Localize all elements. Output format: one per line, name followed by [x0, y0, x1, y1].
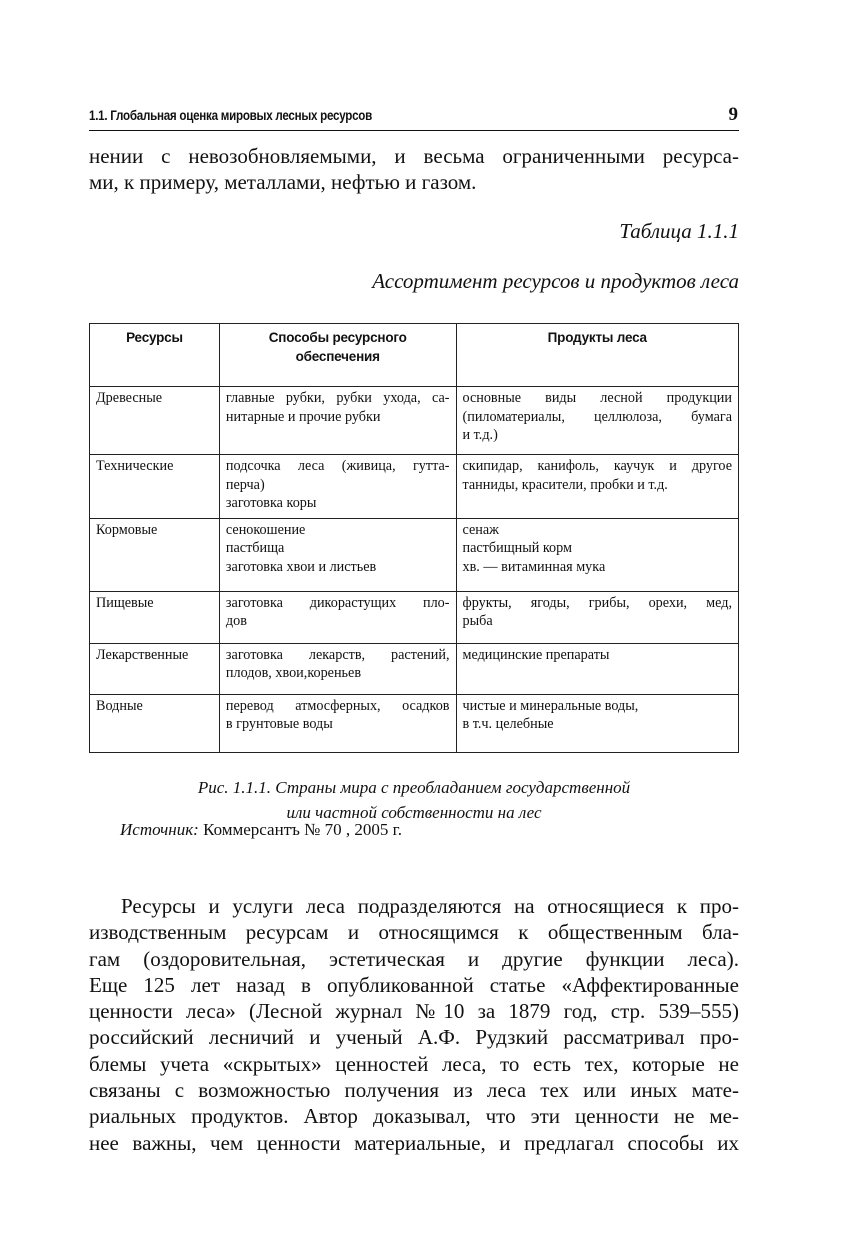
header-methods — [219, 324, 456, 387]
cell-methods — [219, 455, 456, 519]
cell-line: (пиломатериалы, целлюлоза, бумага — [462, 408, 732, 425]
cell-products — [456, 591, 739, 643]
cell-line: и т.д.) — [462, 427, 498, 443]
figure-caption-line: или частной собственности на лес — [286, 803, 542, 822]
source-text: Коммерсантъ № 70 , 2005 г. — [198, 820, 402, 839]
intro-paragraph — [89, 143, 739, 196]
cell-line: пастбища — [225, 540, 285, 556]
paragraph-line: ценности леса» (Лесной журнал №10 за 1879 год, стр. 539–555) — [89, 999, 739, 1024]
running-head — [89, 104, 739, 131]
cell-methods — [219, 518, 456, 591]
cell-products — [456, 643, 739, 694]
figure-caption-line: Рис. 1.1.1. Страны мира с преобладанием государственной — [197, 778, 631, 797]
paragraph-line: изводственным ресурсам и относящимся к общественным бла- — [89, 920, 739, 945]
cell-line: плодов, хвои,кореньев — [225, 665, 362, 681]
paragraph-line: российский лесничий и ученый А.Ф. Рудзкий рассматривал про- — [89, 1025, 739, 1050]
cell-products — [456, 694, 739, 752]
table-row — [90, 518, 739, 591]
cell-resource: Кормовые — [90, 518, 220, 591]
table-header-row — [90, 324, 739, 387]
table-title: Ассортимент ресурсов и продуктов леса — [372, 269, 739, 293]
header-resources: Ресурсы — [90, 324, 220, 387]
cell-methods — [219, 387, 456, 455]
page-number: 9 — [728, 104, 738, 125]
cell-line: пастбищный корм — [462, 540, 573, 556]
paragraph-line: Ресурсы и услуги леса подразделяются на относящиеся к про- — [121, 894, 739, 918]
cell-resource: Водные — [90, 694, 220, 752]
cell-line: подсочка леса (живица, гутта- — [225, 458, 450, 474]
paragraph-line: ми, к примеру, металлами, нефтью и газом. — [89, 170, 477, 195]
cell-line: главные рубки, рубки ухода, са- — [225, 390, 450, 406]
cell-line: основные виды лесной продукции — [462, 390, 732, 406]
table-row — [90, 694, 739, 752]
cell-methods — [219, 643, 456, 694]
cell-line: нитарные и прочие рубки — [225, 408, 381, 425]
cell-methods — [219, 694, 456, 752]
cell-line: заготовка дикорастущих пло- — [225, 594, 450, 611]
cell-line: в т.ч. целебные — [462, 716, 554, 732]
paragraph-line: связаны с возможностью получения из леса тех или иных мате- — [89, 1078, 739, 1103]
cell-line: заготовка коры — [225, 495, 317, 511]
cell-products — [456, 387, 739, 455]
cell-line: в грунтовые воды — [225, 716, 333, 732]
cell-line: сенокошение — [225, 521, 306, 538]
cell-resource: Пищевые — [90, 591, 220, 643]
figure-caption — [89, 775, 739, 825]
cell-line: танниды, красители, пробки и т.д. — [462, 476, 668, 493]
header-methods-line: Способы ресурсного — [268, 330, 407, 345]
paragraph-line: риальных продуктов. Автор доказывал, что эти ценности не ме- — [89, 1104, 739, 1129]
figure-source — [120, 820, 402, 840]
cell-resource: Древесные — [90, 387, 220, 455]
cell-line: медицинские препараты — [462, 646, 610, 663]
paragraph-line: нее важны, чем ценности материальные, и предлагал способы их — [89, 1130, 739, 1155]
header-products: Продукты леса — [456, 324, 739, 387]
source-label: Источник: — [120, 820, 199, 839]
paragraph-line: Еще 125 лет назад в опубликованной статье «Аффектированные — [89, 972, 739, 997]
paragraph-line: гам (оздоровительная, эстетическая и другие функции леса). — [89, 946, 739, 971]
cell-methods — [219, 591, 456, 643]
cell-line: дов — [225, 613, 247, 629]
table-row — [90, 455, 739, 519]
paragraph-line: нении с невозобновляемыми, и весьма ограниченными ресурса- — [89, 144, 739, 168]
table-label: Таблица 1.1.1 — [619, 219, 739, 243]
resources-table — [89, 323, 739, 753]
cell-products — [456, 518, 739, 591]
cell-line: хв. — витаминная мука — [462, 558, 606, 575]
cell-line: рыба — [462, 613, 493, 629]
main-paragraph — [89, 893, 739, 1156]
paragraph-line: блемы учета «скрытых» ценностей леса, то есть тех, которые не — [89, 1051, 739, 1076]
cell-resource: Лекарственные — [90, 643, 220, 694]
cell-line: заготовка хвои и листьев — [225, 558, 377, 575]
cell-line: перевод атмосферных, осадков — [225, 697, 450, 714]
table-row — [90, 387, 739, 455]
cell-line: перча) — [225, 476, 265, 493]
cell-line: сенаж — [462, 521, 499, 538]
cell-resource: Технические — [90, 455, 220, 519]
table-row — [90, 643, 739, 694]
running-head-title: 1.1. Глобальная оценка мировых лесных ресурсов — [89, 108, 373, 123]
cell-line: заготовка лекарств, растений, — [225, 646, 450, 663]
cell-line: скипидар, канифоль, каучук и другое — [462, 458, 732, 474]
cell-products — [456, 455, 739, 519]
cell-line: фрукты, ягоды, грибы, орехи, мед, — [462, 594, 732, 611]
table-row — [90, 591, 739, 643]
header-methods-line: обеспечения — [295, 348, 380, 364]
cell-line: чистые и минеральные воды, — [462, 697, 639, 714]
